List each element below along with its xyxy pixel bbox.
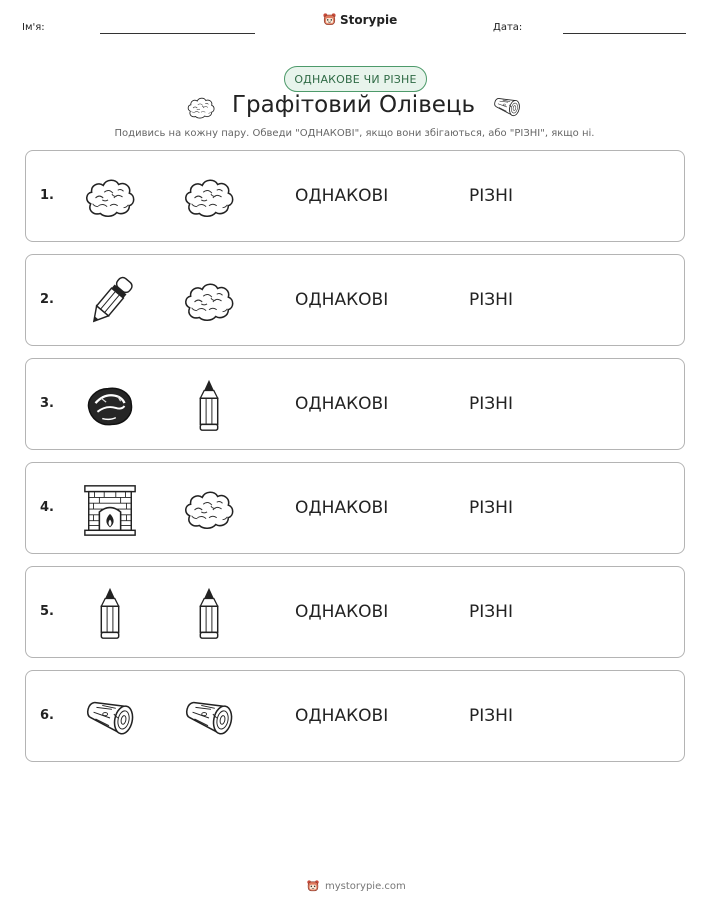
question-number: 4. [40, 500, 54, 515]
pencil-eraser-icon [81, 273, 139, 331]
question-number: 3. [40, 396, 54, 411]
answer-same[interactable]: ОДНАКОВІ [295, 706, 389, 726]
answer-same[interactable]: ОДНАКОВІ [295, 602, 389, 622]
answer-different[interactable]: РІЗНІ [469, 498, 513, 518]
brand-logo [322, 12, 397, 27]
answer-same[interactable]: ОДНАКОВІ [295, 186, 389, 206]
question-row-5 [25, 566, 685, 658]
answer-different[interactable]: РІЗНІ [469, 290, 513, 310]
pencil-icon [180, 585, 238, 643]
brand-name: Storypie [340, 12, 398, 27]
answer-different[interactable]: РІЗНІ [469, 186, 513, 206]
date-label: Дата: [493, 22, 523, 33]
pencil-icon [81, 585, 139, 643]
answer-same[interactable]: ОДНАКОВІ [295, 394, 389, 414]
footer-site[interactable]: mystorypie.com [325, 880, 406, 892]
answer-different[interactable]: РІЗНІ [469, 706, 513, 726]
graphite-cloud-icon [180, 273, 238, 331]
worksheet-badge: ОДНАКОВЕ ЧИ РІЗНЕ [284, 66, 427, 92]
mascot-icon [322, 12, 337, 27]
answer-different[interactable]: РІЗНІ [469, 394, 513, 414]
name-input-line[interactable] [100, 33, 255, 34]
graphite-cloud-icon [180, 481, 238, 539]
wood-log-icon [81, 689, 139, 747]
instructions: Подивись на кожну пару. Обведи "ОДНАКОВІ", якщо вони збігаються, або "РІЗНІ", якщо ні. [114, 128, 595, 139]
answer-different[interactable]: РІЗНІ [469, 602, 513, 622]
fireplace-icon [81, 481, 139, 539]
question-number: 1. [40, 188, 54, 203]
question-row-4 [25, 462, 685, 554]
question-row-6 [25, 670, 685, 762]
answer-same[interactable]: ОДНАКОВІ [295, 290, 389, 310]
question-number: 6. [40, 708, 54, 723]
answer-same[interactable]: ОДНАКОВІ [295, 498, 389, 518]
date-input-line[interactable] [563, 33, 686, 34]
question-number: 5. [40, 604, 54, 619]
question-row-2 [25, 254, 685, 346]
mascot-icon [306, 879, 320, 893]
question-row-3 [25, 358, 685, 450]
name-label: Ім'я: [22, 22, 45, 33]
graphite-cloud-icon [185, 92, 217, 124]
graphite-cloud-icon [180, 169, 238, 227]
pencil-icon [180, 377, 238, 435]
graphite-rock-icon [81, 377, 139, 435]
question-number: 2. [40, 292, 54, 307]
wood-log-icon [180, 689, 238, 747]
question-row-1 [25, 150, 685, 242]
footer [306, 879, 406, 893]
wood-log-icon [491, 91, 523, 123]
graphite-cloud-icon [81, 169, 139, 227]
page-title: Графітовий Олівець [232, 92, 476, 118]
